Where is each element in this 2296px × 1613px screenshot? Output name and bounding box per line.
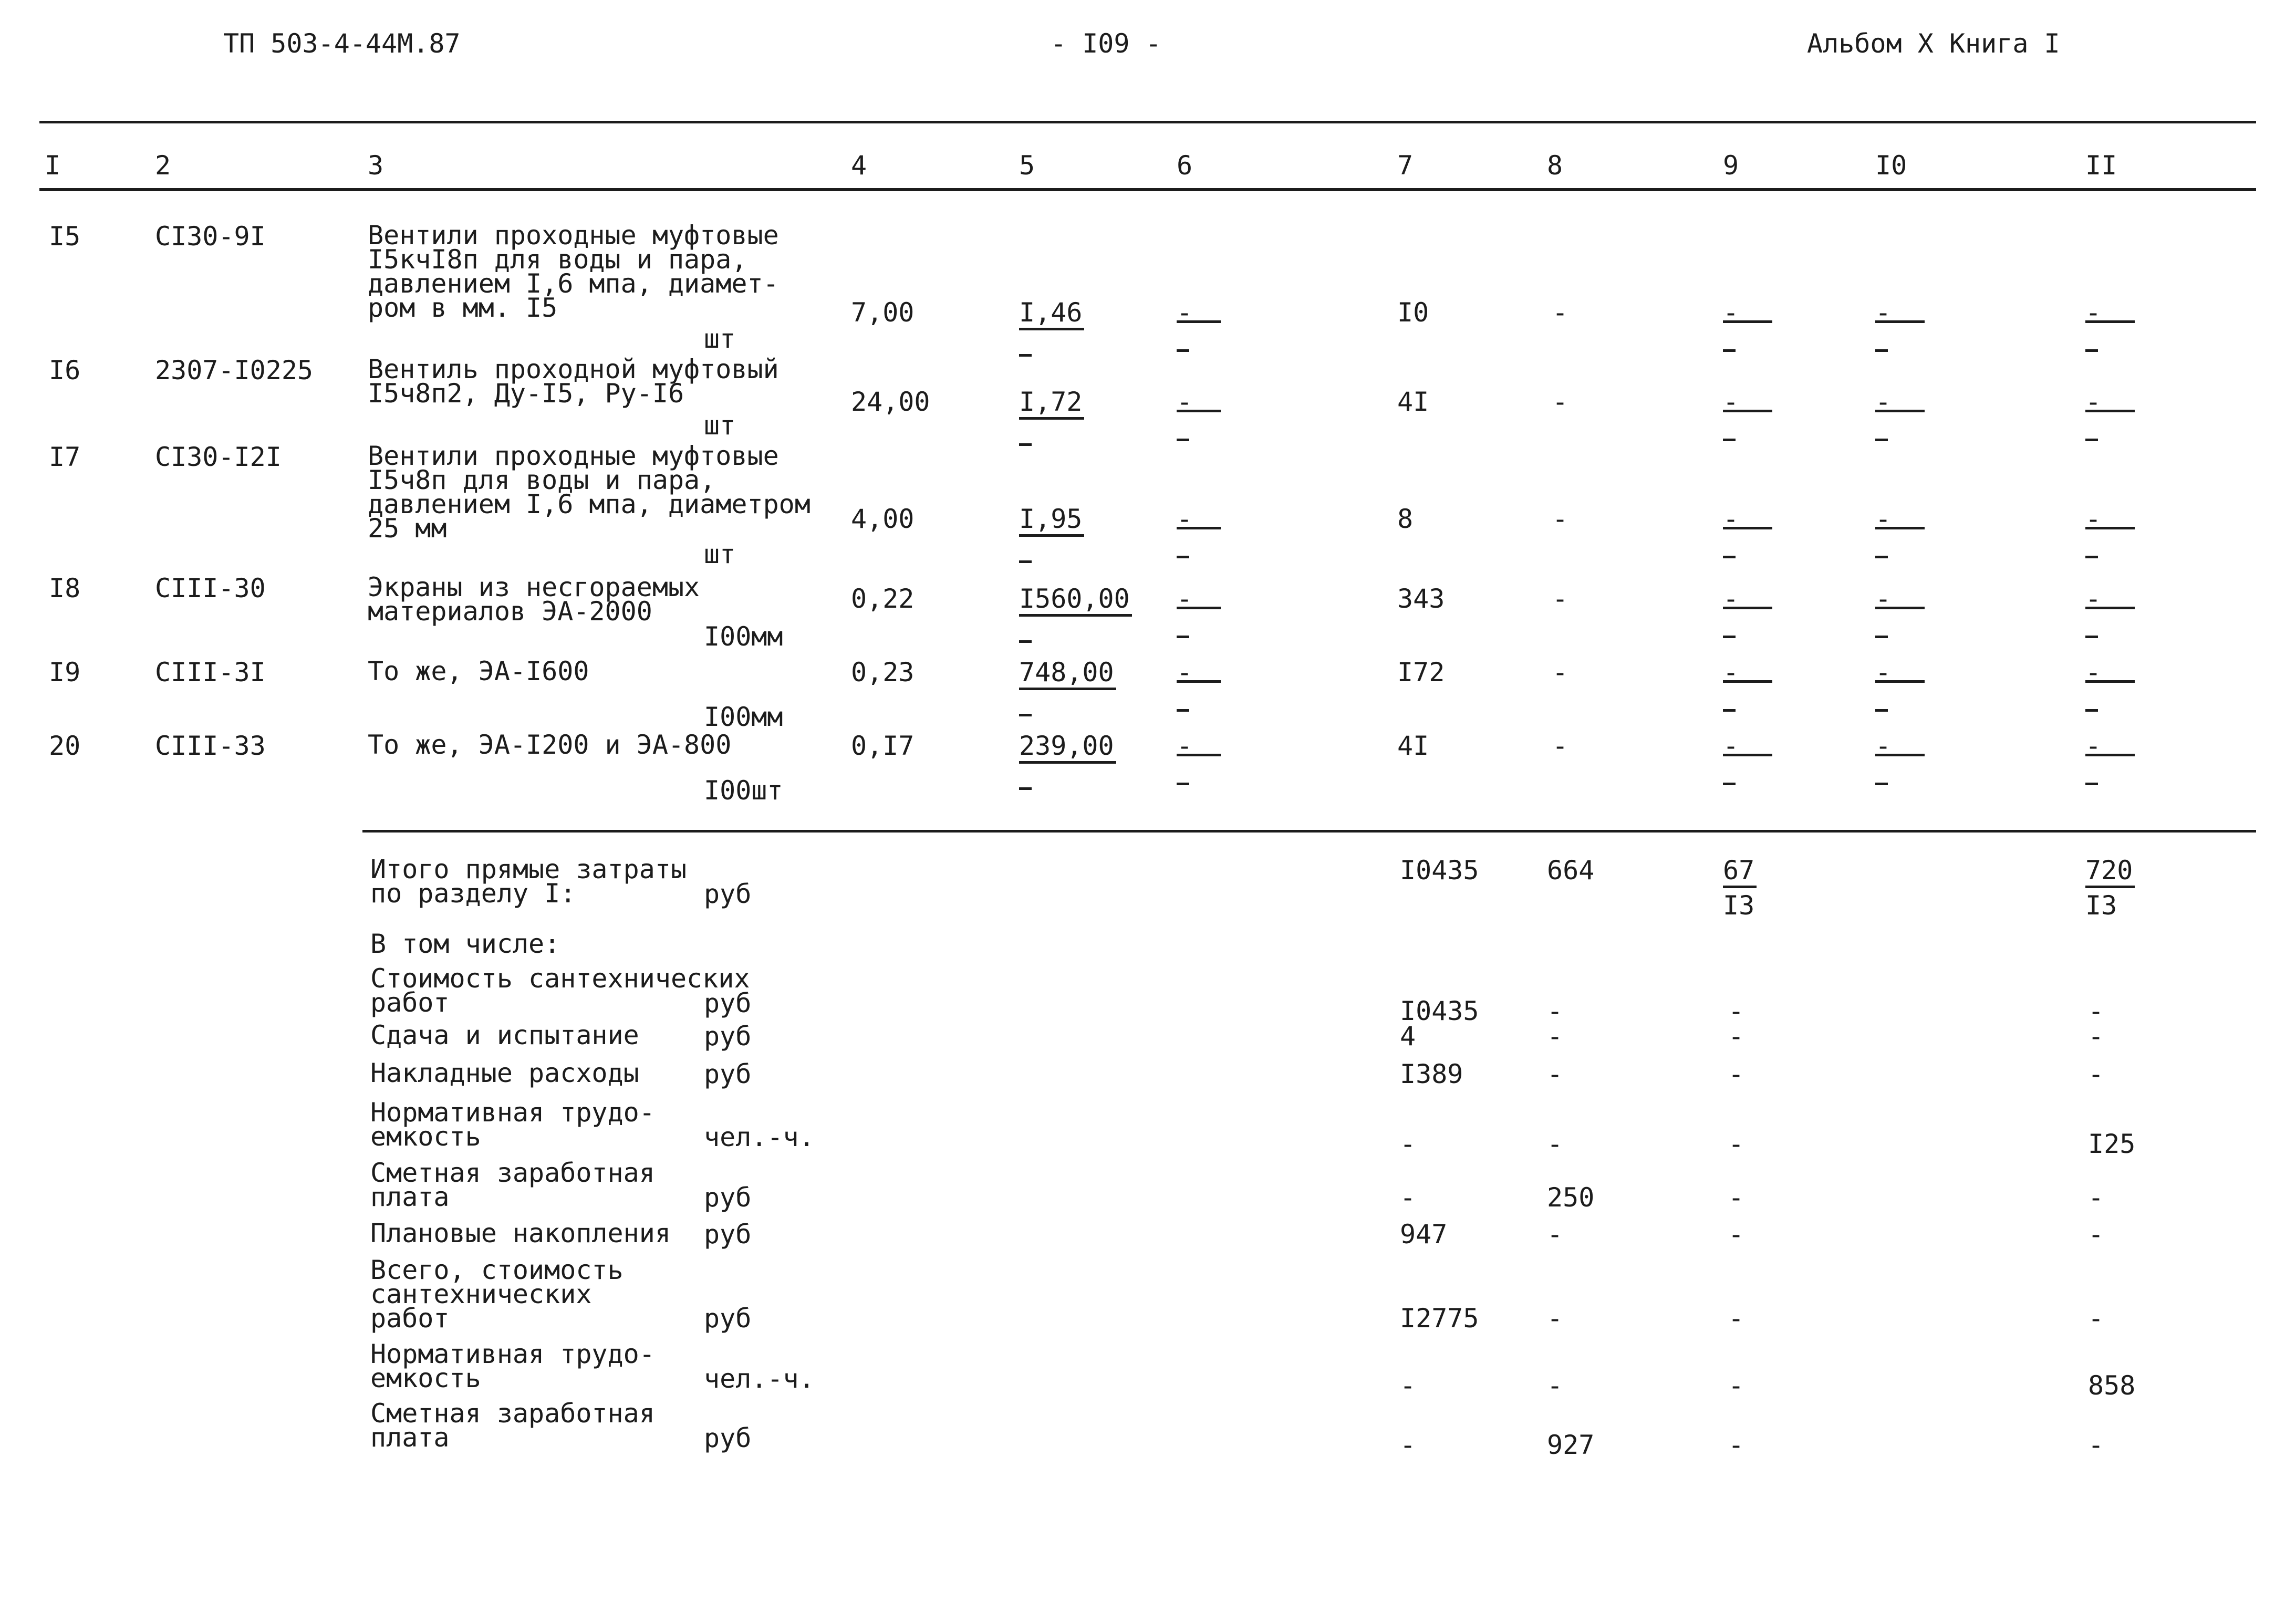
row-col7: I72 bbox=[1397, 657, 1445, 688]
row-unit: шт bbox=[704, 410, 736, 441]
row-col9 bbox=[1723, 733, 1791, 774]
totals-col7: I0435 bbox=[1400, 855, 1479, 886]
column-header-2: 2 bbox=[155, 150, 171, 181]
row-col11-denominator bbox=[2085, 419, 2154, 430]
document-code: ТП 503-4-44М.87 bbox=[223, 28, 461, 59]
row-description: Вентили проходные муфтовые I5кчI8п для воды и пара, давлением I,6 мпа, диамет- ром в мм. I5 bbox=[368, 220, 779, 323]
summary-col11: I25 bbox=[2088, 1129, 2136, 1159]
row-col9 bbox=[1723, 659, 1791, 700]
row-unit: I00мм bbox=[704, 702, 783, 732]
row-quantity: 4,00 bbox=[851, 504, 915, 534]
totals-col9-numerator: 67 bbox=[1723, 857, 1757, 888]
row-description: То же, ЭА-I200 и ЭА-800 bbox=[368, 730, 732, 760]
row-col7: 4I bbox=[1397, 731, 1429, 761]
row-price-value: 239,00 bbox=[1019, 733, 1116, 764]
summary-unit: руб bbox=[704, 1021, 752, 1052]
summary-col7: 947 bbox=[1400, 1219, 1448, 1250]
summary-col9: - bbox=[1728, 1021, 1744, 1052]
totals-title: Итого прямые затраты по разделу I: bbox=[370, 854, 687, 909]
row-col11 bbox=[2085, 506, 2154, 547]
totals-col8: 664 bbox=[1547, 855, 1595, 886]
column-header-8: 8 bbox=[1547, 150, 1563, 181]
column-header-1: I bbox=[45, 150, 61, 181]
row-quantity: 0,22 bbox=[851, 584, 915, 614]
row-number: 20 bbox=[49, 731, 81, 761]
row-col8: - bbox=[1552, 387, 1568, 417]
summary-unit: чел.-ч. bbox=[704, 1122, 815, 1152]
row-col9-value: - bbox=[1723, 664, 1772, 683]
summary-col8: - bbox=[1547, 1370, 1563, 1401]
row-col11 bbox=[2085, 586, 2154, 627]
summary-label: Сметная заработная плата bbox=[370, 1158, 655, 1212]
column-header-5: 5 bbox=[1019, 150, 1035, 181]
row-price-value: I,95 bbox=[1019, 506, 1084, 537]
row-price bbox=[1019, 584, 1130, 631]
row-col10-value: - bbox=[1875, 394, 1925, 412]
row-col6 bbox=[1177, 506, 1245, 547]
row-price bbox=[1019, 506, 1087, 551]
row-col10-denominator bbox=[1875, 616, 1944, 627]
summary-col8: - bbox=[1547, 996, 1563, 1026]
row-price-denominator bbox=[1019, 768, 1087, 778]
summary-col7: - bbox=[1400, 1129, 1416, 1159]
row-col9 bbox=[1723, 506, 1791, 547]
row-col10 bbox=[1875, 586, 1944, 627]
summary-label: Сметная заработная плата bbox=[370, 1398, 655, 1453]
row-col6 bbox=[1177, 733, 1245, 774]
row-col6-value: - bbox=[1177, 738, 1221, 756]
summary-label: Плановые накопления bbox=[370, 1218, 671, 1248]
row-col10-denominator bbox=[1875, 763, 1944, 774]
row-col6-denominator bbox=[1177, 536, 1245, 547]
row-col8: - bbox=[1552, 504, 1568, 534]
row-col10 bbox=[1875, 733, 1944, 774]
row-col10-denominator bbox=[1875, 419, 1944, 430]
row-col11 bbox=[2085, 299, 2154, 340]
row-col8: - bbox=[1552, 731, 1568, 761]
row-number: I6 bbox=[49, 355, 81, 386]
summary-label: Стоимость сантехнических работ bbox=[370, 963, 750, 1018]
row-col10-denominator bbox=[1875, 330, 1944, 340]
row-price-denominator bbox=[1019, 541, 1087, 551]
summary-col9: - bbox=[1728, 1219, 1744, 1250]
row-number: I7 bbox=[49, 442, 81, 472]
summary-col11: - bbox=[2088, 1430, 2104, 1460]
row-col7: 4I bbox=[1397, 387, 1429, 417]
summary-col7: I389 bbox=[1400, 1059, 1463, 1089]
row-col11-value: - bbox=[2085, 511, 2135, 529]
row-col11-denominator bbox=[2085, 536, 2154, 547]
row-col10 bbox=[1875, 299, 1944, 340]
row-col11-denominator bbox=[2085, 330, 2154, 340]
totals-col9-fraction bbox=[1723, 857, 1791, 919]
summary-col8: - bbox=[1547, 1021, 1563, 1052]
column-header-4: 4 bbox=[851, 150, 867, 181]
column-header-6: 6 bbox=[1177, 150, 1193, 181]
row-col9-denominator bbox=[1723, 419, 1791, 430]
row-col10-value: - bbox=[1875, 511, 1925, 529]
row-col11-denominator bbox=[2085, 690, 2154, 700]
row-price-denominator bbox=[1019, 424, 1087, 434]
row-price-value: I560,00 bbox=[1019, 586, 1132, 617]
row-col10 bbox=[1875, 389, 1944, 430]
summary-label: Нормативная трудо- емкость bbox=[370, 1097, 655, 1152]
row-col11 bbox=[2085, 659, 2154, 700]
summary-col8: - bbox=[1547, 1059, 1563, 1089]
row-col9 bbox=[1723, 299, 1791, 340]
row-col11-value: - bbox=[2085, 738, 2135, 756]
summary-unit: руб bbox=[704, 988, 752, 1018]
row-quantity: 0,23 bbox=[851, 657, 915, 688]
row-col6 bbox=[1177, 586, 1245, 627]
row-code: СIII-30 bbox=[155, 573, 266, 603]
row-col10-value: - bbox=[1875, 305, 1925, 323]
row-quantity: 7,00 bbox=[851, 297, 915, 328]
column-header-7: 7 bbox=[1397, 150, 1414, 181]
row-unit: I00шт bbox=[704, 775, 783, 806]
row-col7: I0 bbox=[1397, 297, 1429, 328]
row-col6-value: - bbox=[1177, 511, 1221, 529]
top-rule bbox=[39, 121, 2256, 123]
summary-col7: - bbox=[1400, 1182, 1416, 1213]
summary-col8: - bbox=[1547, 1129, 1563, 1159]
row-col11-value: - bbox=[2085, 394, 2135, 412]
row-col10-denominator bbox=[1875, 536, 1944, 547]
row-col9-value: - bbox=[1723, 394, 1772, 412]
row-col11 bbox=[2085, 389, 2154, 430]
row-col9 bbox=[1723, 389, 1791, 430]
totals-col11-fraction bbox=[2085, 857, 2154, 919]
summary-label: Всего, стоимость сантехнических работ bbox=[370, 1255, 624, 1334]
row-col11-denominator bbox=[2085, 763, 2154, 774]
summary-unit: руб bbox=[704, 1219, 752, 1250]
row-col8: - bbox=[1552, 657, 1568, 688]
row-col9-value: - bbox=[1723, 511, 1772, 529]
row-col8: - bbox=[1552, 297, 1568, 328]
album-book: Альбом X Книга I bbox=[1807, 28, 2060, 59]
summary-col7: I0435 bbox=[1400, 996, 1479, 1026]
summary-col11: - bbox=[2088, 1219, 2104, 1250]
summary-label: Накладные расходы bbox=[370, 1058, 639, 1088]
summary-col9: - bbox=[1728, 996, 1744, 1026]
including-label: В том числе: bbox=[370, 929, 560, 959]
row-col10-value: - bbox=[1875, 738, 1925, 756]
row-col9-denominator bbox=[1723, 690, 1791, 700]
row-description: Вентиль проходной муфтовый I5ч8п2, Ду-I5, Ру-I6 bbox=[368, 354, 779, 409]
column-header-11: II bbox=[2085, 150, 2117, 181]
row-col11 bbox=[2085, 733, 2154, 774]
row-code: 2307-I0225 bbox=[155, 355, 314, 386]
summary-unit: руб bbox=[704, 1059, 752, 1089]
row-price bbox=[1019, 389, 1087, 434]
row-price bbox=[1019, 731, 1114, 778]
row-unit: шт bbox=[704, 324, 736, 354]
row-col8: - bbox=[1552, 584, 1568, 614]
row-col11-denominator bbox=[2085, 616, 2154, 627]
row-price-value: I,46 bbox=[1019, 299, 1084, 330]
summary-col9: - bbox=[1728, 1059, 1744, 1089]
totals-col9-denominator: I3 bbox=[1723, 890, 1755, 921]
row-col11-value: - bbox=[2085, 591, 2135, 609]
row-price-value: I,72 bbox=[1019, 389, 1084, 420]
row-col11-value: - bbox=[2085, 305, 2135, 323]
row-col6-denominator bbox=[1177, 690, 1245, 700]
row-quantity: 24,00 bbox=[851, 387, 930, 417]
summary-col8: 250 bbox=[1547, 1182, 1595, 1213]
summary-col7: 4 bbox=[1400, 1021, 1416, 1052]
row-col6-value: - bbox=[1177, 664, 1221, 683]
row-col6-value: - bbox=[1177, 305, 1221, 323]
summary-unit: чел.-ч. bbox=[704, 1364, 815, 1394]
row-col9-value: - bbox=[1723, 591, 1772, 609]
row-col7: 8 bbox=[1397, 504, 1414, 534]
row-unit: I00мм bbox=[704, 621, 783, 652]
column-header-3: 3 bbox=[368, 150, 384, 181]
summary-col11: - bbox=[2088, 1059, 2104, 1089]
summary-col8: - bbox=[1547, 1219, 1563, 1250]
summary-col7: I2775 bbox=[1400, 1303, 1479, 1334]
row-code: СIII-3I bbox=[155, 657, 266, 688]
row-col9 bbox=[1723, 586, 1791, 627]
summary-col11: - bbox=[2088, 1303, 2104, 1334]
row-col9-denominator bbox=[1723, 616, 1791, 627]
row-col6 bbox=[1177, 299, 1245, 340]
row-col10 bbox=[1875, 659, 1944, 700]
row-col9-value: - bbox=[1723, 305, 1772, 323]
row-col6-value: - bbox=[1177, 591, 1221, 609]
summary-unit: руб bbox=[704, 1423, 752, 1453]
row-unit: шт bbox=[704, 539, 736, 569]
row-col11-value: - bbox=[2085, 664, 2135, 683]
row-code: СIII-33 bbox=[155, 731, 266, 761]
summary-col9: - bbox=[1728, 1129, 1744, 1159]
row-col9-denominator bbox=[1723, 330, 1791, 340]
row-col6-value: - bbox=[1177, 394, 1221, 412]
row-description: Вентили проходные муфтовые I5ч8п для воды и пара, давлением I,6 мпа, диаметром 25 мм bbox=[368, 441, 811, 544]
summary-unit: руб bbox=[704, 1182, 752, 1213]
row-price-denominator bbox=[1019, 621, 1087, 631]
row-col6-denominator bbox=[1177, 763, 1245, 774]
summary-col9: - bbox=[1728, 1430, 1744, 1460]
header-rule bbox=[39, 188, 2256, 191]
totals-col11-numerator: 720 bbox=[2085, 857, 2135, 888]
row-col9-denominator bbox=[1723, 536, 1791, 547]
summary-col11: - bbox=[2088, 996, 2104, 1026]
summary-col9: - bbox=[1728, 1303, 1744, 1334]
summary-col11: - bbox=[2088, 1182, 2104, 1213]
row-col6-denominator bbox=[1177, 616, 1245, 627]
row-col6 bbox=[1177, 389, 1245, 430]
summary-unit: руб bbox=[704, 1303, 752, 1334]
row-number: I5 bbox=[49, 221, 81, 252]
row-price-denominator bbox=[1019, 335, 1087, 345]
row-col6-denominator bbox=[1177, 419, 1245, 430]
row-number: I9 bbox=[49, 657, 81, 688]
row-col10-value: - bbox=[1875, 591, 1925, 609]
totals-col11-denominator: I3 bbox=[2085, 890, 2117, 921]
totals-rule bbox=[362, 830, 2256, 832]
row-price-value: 748,00 bbox=[1019, 659, 1116, 690]
row-number: I8 bbox=[49, 573, 81, 603]
totals-unit: руб bbox=[704, 879, 752, 909]
row-col7: 343 bbox=[1397, 584, 1445, 614]
summary-col9: - bbox=[1728, 1182, 1744, 1213]
row-col10 bbox=[1875, 506, 1944, 547]
summary-label: Нормативная трудо- емкость bbox=[370, 1339, 655, 1393]
row-price bbox=[1019, 299, 1087, 345]
summary-col11: - bbox=[2088, 1021, 2104, 1052]
row-code: СI30-9I bbox=[155, 221, 266, 252]
row-col9-value: - bbox=[1723, 738, 1772, 756]
row-col9-denominator bbox=[1723, 763, 1791, 774]
row-col6 bbox=[1177, 659, 1245, 700]
row-description: То же, ЭА-I600 bbox=[368, 656, 589, 686]
row-quantity: 0,I7 bbox=[851, 731, 915, 761]
summary-col8: - bbox=[1547, 1303, 1563, 1334]
row-col10-value: - bbox=[1875, 664, 1925, 683]
summary-col8: 927 bbox=[1547, 1430, 1595, 1460]
column-header-9: 9 bbox=[1723, 150, 1739, 181]
row-col10-denominator bbox=[1875, 690, 1944, 700]
row-description: Экраны из несгораемых материалов ЭА-2000 bbox=[368, 572, 700, 627]
row-price-denominator bbox=[1019, 694, 1087, 705]
summary-col9: - bbox=[1728, 1370, 1744, 1401]
row-price bbox=[1019, 657, 1114, 705]
column-header-10: I0 bbox=[1875, 150, 1907, 181]
summary-col7: - bbox=[1400, 1430, 1416, 1460]
summary-col11: 858 bbox=[2088, 1370, 2136, 1401]
summary-col7: - bbox=[1400, 1370, 1416, 1401]
page-number: - I09 - bbox=[1051, 28, 1161, 59]
row-code: СI30-I2I bbox=[155, 442, 282, 472]
row-col6-denominator bbox=[1177, 330, 1245, 340]
summary-label: Сдача и испытание bbox=[370, 1020, 639, 1050]
